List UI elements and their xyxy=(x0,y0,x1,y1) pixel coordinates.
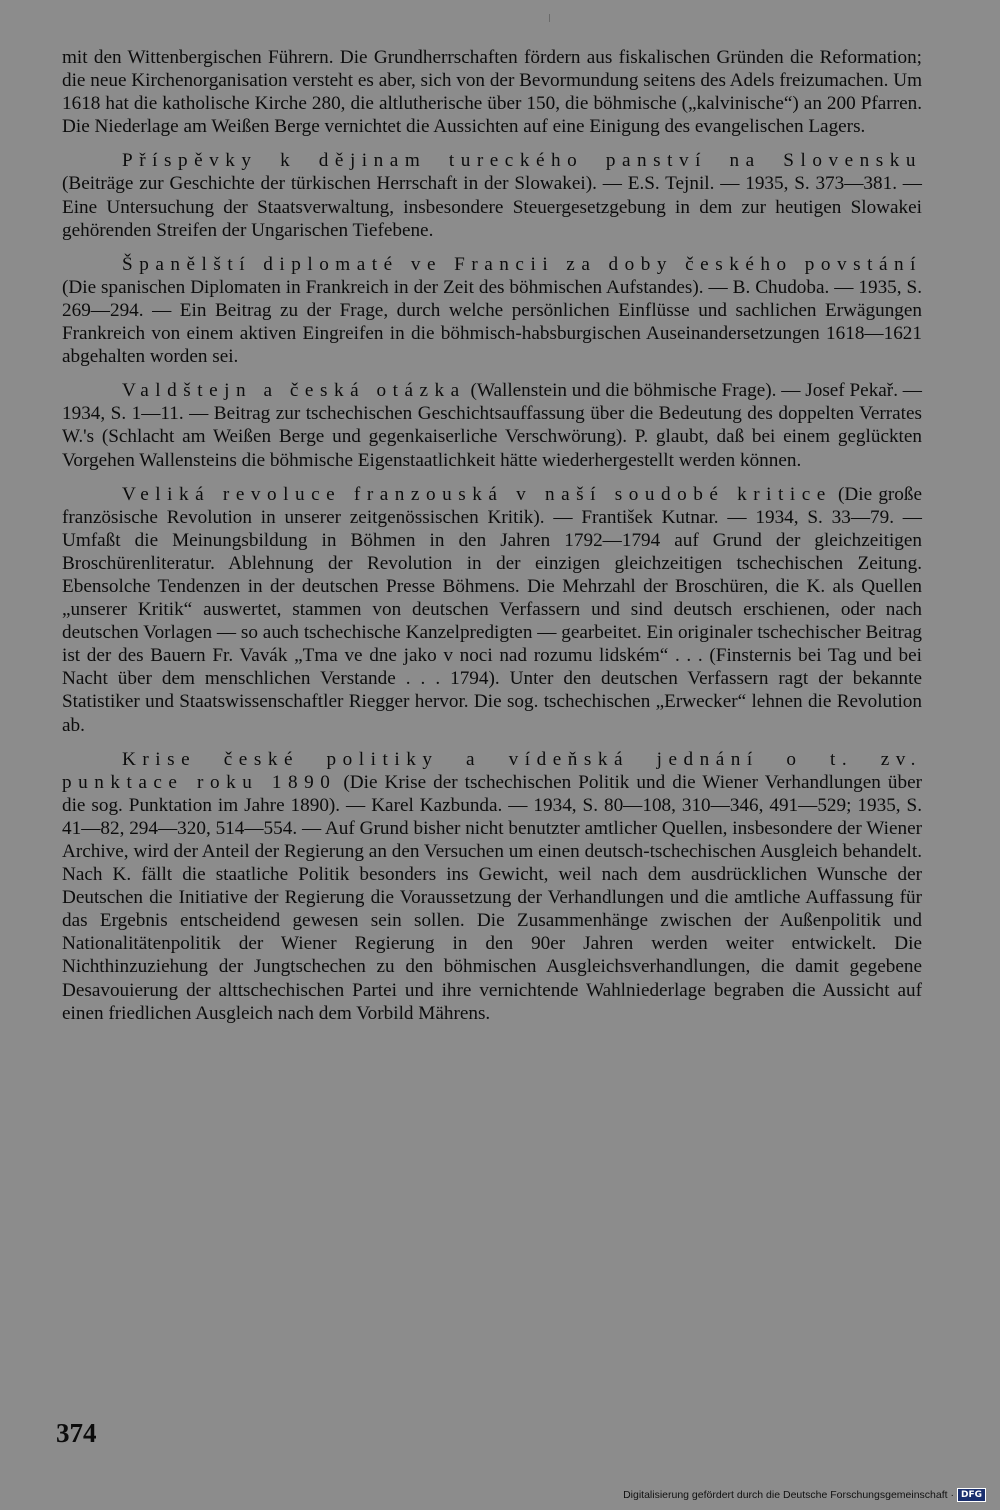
entry-kutnar xyxy=(62,483,922,737)
entry-body: (Wallenstein und die böhmische Frage). — Josef Pekař. — 1934, S. 1—11. — Beitrag zur tschechischen Geschichtsauffassung über die Bedeutung des doppelten Verrates W.'s (Schlacht am Weißen Berge und gegenkaiserliche Verschwörung). P. glaubt, daß bei einem geglückten Vorgehen Wallensteins die böhmische Eigenstaatlichkeit hätte wiederhergestellt werden können. xyxy=(62,380,922,471)
paragraph-continuation xyxy=(62,46,922,138)
paragraph-body: mit den Wittenbergischen Führern. Die Grundherrschaften fördern aus fiskalischen Gründen die Reformation; die neue Kirchenorganisation versteht es aber, sich von der Bevormundung seitens des Adels freizumachen. Um 1618 hat die katholische Kirche 280, die altlutherische über 150, die böhmische („kalvinische“) an 200 Pfarren. Die Niederlage am Weißen Berge vernichtet die Aussichten auf eine Einigung des evangelischen Lagers. xyxy=(62,47,922,138)
entry-body: (Die große französische Revolution in unserer zeitgenössischen Kritik). — František Kutnar. — 1934, S. 33—79. — Umfaßt die Meinungsbildung in Böhmen in den Jahren 1792—1794 auf Grund der gleichzeitigen Broschürenliteratur. Ablehnung der Revolution in der einzigen gleichzeitigen tschechischen Zeitung. Ebensolche Tendenzen in der deutschen Presse Böhmens. Die Mehrzahl der Broschüren, die K. als Quellen „unserer Kritik“ auswertet, stammen von deutschen Verfassern und sind deutsch erschienen, oder nach deutschen Vorlagen — so auch tschechische Kanzelpredigten — gearbeitet. Ein originaler tschechischer Beitrag ist der des Bauern Fr. Vavák „Tma ve dne jako v noci nad rozumu lidském“ . . . (Finsternis bei Tag und bei Nacht über dem menschlichen Verstande . . . 1794). Unter den deutschen Verfassern ragt der bekannte Statistiker und Staatswissenschaftler Riegger hervor. Die sog. tschechischen „Erwecker“ lehnen die Revolution ab. xyxy=(62,483,923,736)
footer-text: Digitalisierung gefördert durch die Deutsche Forschungsgemeinschaft · xyxy=(623,1489,954,1501)
entry-kazbunda xyxy=(62,748,922,1025)
entry-body: (Die spanischen Diplomaten in Frankreich in der Zeit des böhmischen Aufstandes). — B. Chudoba. — 1935, S. 269—294. — Ein Beitrag zu der Frage, durch welche persönlichen Einflüsse und sachlichen Erwägungen Frankreich von einem aktiven Eingreifen in die böhmisch-habsburgischen Auseinandersetzungen 1618—1621 abgehalten worden sei. xyxy=(62,276,922,368)
scan-mark xyxy=(549,14,550,22)
entry-chudoba xyxy=(62,253,922,368)
entry-title: Krise české politiky a vídeňská jednání o t. zv. punktace roku 1890 xyxy=(62,748,922,793)
entry-body: (Beiträge zur Geschichte der türkischen Herrschaft in der Slowakei). — E.S. Tejnil. — 1935, S. 373—381. — Eine Untersuchung der Staatsverwaltung, insbesondere Steuergesetzgebung in dem zur heutigen Slowakei gehörenden Streifen der Ungarischen Tiefebene. xyxy=(62,173,922,241)
entry-title: Veliká revoluce franzouská v naší soudobé kritice xyxy=(122,483,832,505)
document-page xyxy=(62,46,922,1036)
entry-title: Valdštejn a česká otázka xyxy=(122,380,466,402)
digitization-footer xyxy=(623,1488,986,1502)
entry-title: Příspěvky k dějinam tureckého panství na Slovensku xyxy=(122,150,922,172)
dfg-logo-icon: DFG xyxy=(957,1488,986,1502)
page-number: 374 xyxy=(56,1418,97,1448)
entry-pekar xyxy=(62,379,922,471)
entry-body: (Die Krise der tschechischen Politik und die Wiener Verhandlungen über die sog. Punktation im Jahre 1890). — Karel Kazbunda. — 1934, S. 80—108, 310—346, 491—529; 1935, S. 41—82, 294—320, 514—554. — Auf Grund bisher nicht benutzter amtlicher Quellen, insbesondere der Wiener Archive, wird der Anteil der Regierung an den Versuchen um einen deutsch-tschechischen Ausgleich behandelt. Nach K. fällt die staatliche Politik besonders ins Gewicht, weil nach dem ausdrücklichen Wunsche der Deutschen die Initiative der Regierung die Voraussetzung der Verhandlungen und die amtliche Auffassung für das Ergebnis entscheidend gewesen sein sollen. Die Zusammenhänge zwischen der Außenpolitik und Nationalitätenpolitik der Wiener Regierung in den 90er Jahren werden weiter entwickelt. Die Nichthinzuziehung der Jungtschechen zu den böhmischen Ausgleichsverhandlungen, die damit gegebene Desavouierung der alttschechischen Partei und ihre vernichtende Wahlniederlage begraben die Aussicht auf einen friedlichen Ausgleich nach dem Vorbild Mährens. xyxy=(62,771,923,1024)
entry-title: Španělští diplomaté ve Francii za doby českého povstání xyxy=(122,253,922,275)
entry-tejnil xyxy=(62,149,922,241)
